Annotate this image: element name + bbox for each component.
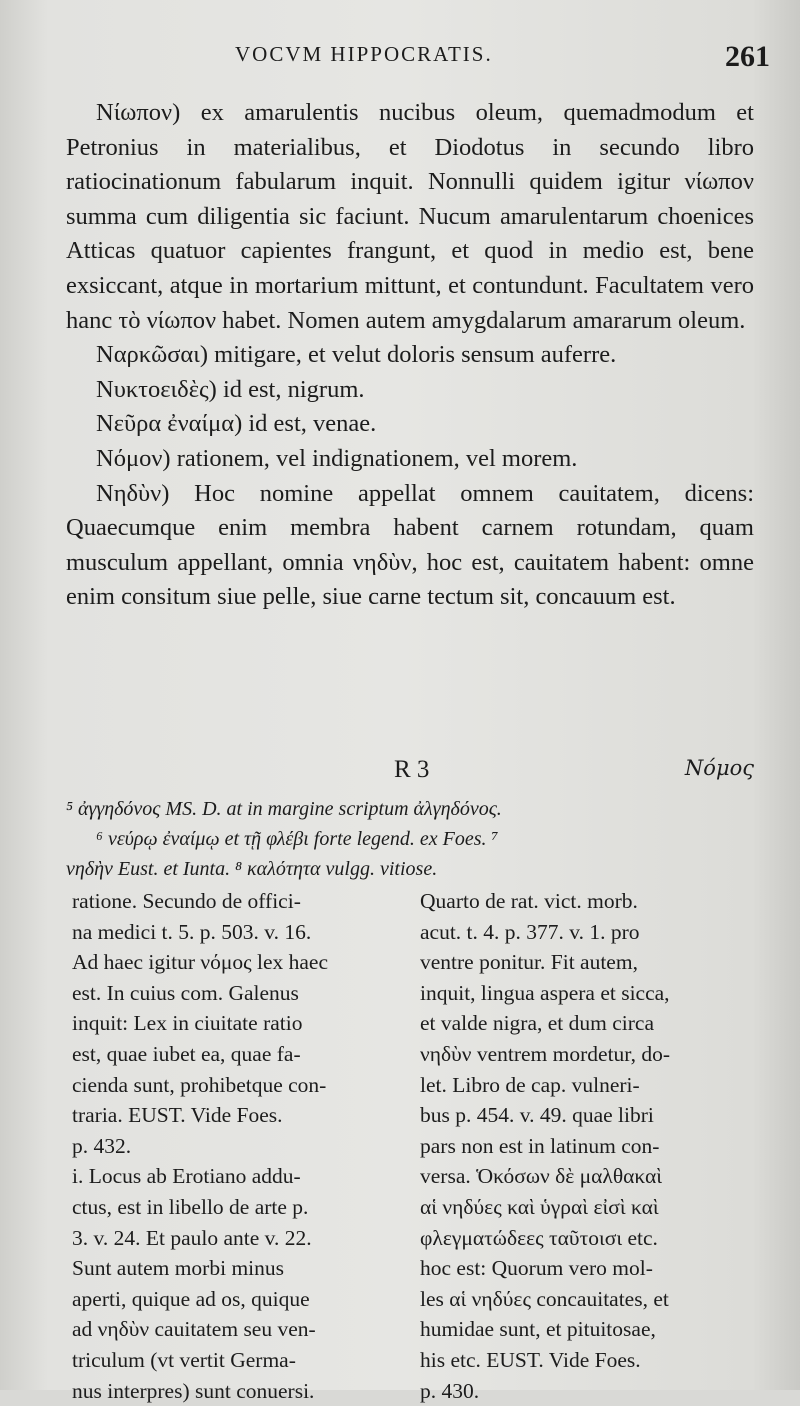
- entry-nyktoeides: Νυκτοειδὲς) id est, nigrum.: [66, 373, 754, 408]
- commentary-line: acut. t. 4. p. 377. v. 1. pro: [420, 917, 756, 948]
- commentary-line: p. 432.: [72, 1131, 408, 1162]
- commentary-line: hoc est: Quorum vero mol-: [420, 1253, 756, 1284]
- commentary-left-column: [72, 886, 408, 1406]
- main-text: [66, 96, 754, 615]
- commentary-line: pars non est in latinum con-: [420, 1131, 756, 1162]
- entry-niopon: Νίωπον) ex amarulentis nucibus oleum, quemadmodum et Petronius in materialibus, et Diodotus in secundo libro ratiocinationum fabularum inquit. Nonnulli quidem igitur νίωπον summa cum diligentia sic faciunt. Nucum amarulentarum choenices Atticas quatuor capientes frangunt, et quod in medio est, bene exsiccant, atque in mortarium mittunt, et contundunt. Facultatem vero hanc τὸ νίωπον habet. Nomen autem amygdalarum amararum oleum.: [66, 96, 754, 338]
- commentary-line: triculum (vt vertit Germa-: [72, 1345, 408, 1376]
- running-head: VOCVM HIPPOCRATIS.: [235, 42, 493, 67]
- commentary-line: Quarto de rat. vict. morb.: [420, 886, 756, 917]
- commentary-line: Ad haec igitur νόμος lex haec: [72, 947, 408, 978]
- commentary-line: p. 430.: [420, 1376, 756, 1406]
- commentary-line: ventre ponitur. Fit autem,: [420, 947, 756, 978]
- commentary-line: aperti, quique ad os, quique: [72, 1284, 408, 1315]
- commentary-line: let. Libro de cap. vulneri-: [420, 1070, 756, 1101]
- entry-neura: Νεῦρα ἐναίμα) id est, venae.: [66, 407, 754, 442]
- footnote-line: ⁵ ἀγγηδόνος MS. D. at in margine scriptum ἀλγηδόνος.: [66, 794, 754, 824]
- commentary-line: humidae sunt, et pituitosae,: [420, 1314, 756, 1345]
- commentary-line: Sunt autem morbi minus: [72, 1253, 408, 1284]
- commentary-right-column: [420, 886, 756, 1406]
- commentary-line: ad νηδὺν cauitatem seu ven-: [72, 1314, 408, 1345]
- commentary-line: νηδὺν ventrem mordetur, do-: [420, 1039, 756, 1070]
- commentary-line: est. In cuius com. Galenus: [72, 978, 408, 1009]
- commentary-line: est, quae iubet ea, quae fa-: [72, 1039, 408, 1070]
- page-header: [60, 40, 770, 80]
- commentary-line: versa. Ὁκόσων δὲ μαλθακαὶ: [420, 1161, 756, 1192]
- catchword: Νόμος: [685, 756, 754, 780]
- footnotes: [66, 794, 754, 884]
- commentary-line: nus interpres) sunt conuersi.: [72, 1376, 408, 1406]
- page-number: 261: [725, 40, 770, 74]
- commentary-line: ctus, est in libello de arte p.: [72, 1192, 408, 1223]
- footnote-line: ⁶ νεύρῳ ἐναίμῳ et τῇ φλέβι forte legend. ex Foes. ⁷: [66, 824, 754, 854]
- commentary-line: i. Locus ab Erotiano addu-: [72, 1161, 408, 1192]
- commentary-line: bus p. 454. v. 49. quae libri: [420, 1100, 756, 1131]
- commentary-line: cienda sunt, prohibetque con-: [72, 1070, 408, 1101]
- entry-nomon: Νόμον) rationem, vel indignationem, vel morem.: [66, 442, 754, 477]
- signature-line: [66, 756, 754, 788]
- commentary-line: traria. EUST. Vide Foes.: [72, 1100, 408, 1131]
- signature-mark: R 3: [394, 756, 429, 784]
- commentary-line: 3. v. 24. Et paulo ante v. 22.: [72, 1223, 408, 1254]
- entry-narkosai: Ναρκῶσαι) mitigare, et velut doloris sensum auferre.: [66, 338, 754, 373]
- commentary-line: les αἱ νηδύες concauitates, et: [420, 1284, 756, 1315]
- commentary-line: inquit: Lex in ciuitate ratio: [72, 1008, 408, 1039]
- commentary-line: et valde nigra, et dum circa: [420, 1008, 756, 1039]
- entry-nedyn: Νηδὺν) Hoc nomine appellat omnem cauitatem, dicens: Quaecumque enim membra habent carnem rotundam, quam musculum appellant, omnia νηδὺν, hoc est, cauitatem habent: omne enim consitum siue pelle, siue carne tectum sit, concauum est.: [66, 477, 754, 615]
- commentary-line: his etc. EUST. Vide Foes.: [420, 1345, 756, 1376]
- commentary-line: φλεγματώδεες ταῦτοισι etc.: [420, 1223, 756, 1254]
- footnote-line: νηδὴν Eust. et Iunta. ⁸ καλότητα vulgg. vitiose.: [66, 854, 754, 884]
- commentary-line: inquit, lingua aspera et sicca,: [420, 978, 756, 1009]
- commentary-line: αἱ νηδύες καὶ ὑγραὶ εἰσὶ καὶ: [420, 1192, 756, 1223]
- commentary-line: na medici t. 5. p. 503. v. 16.: [72, 917, 408, 948]
- commentary-line: ratione. Secundo de offici-: [72, 886, 408, 917]
